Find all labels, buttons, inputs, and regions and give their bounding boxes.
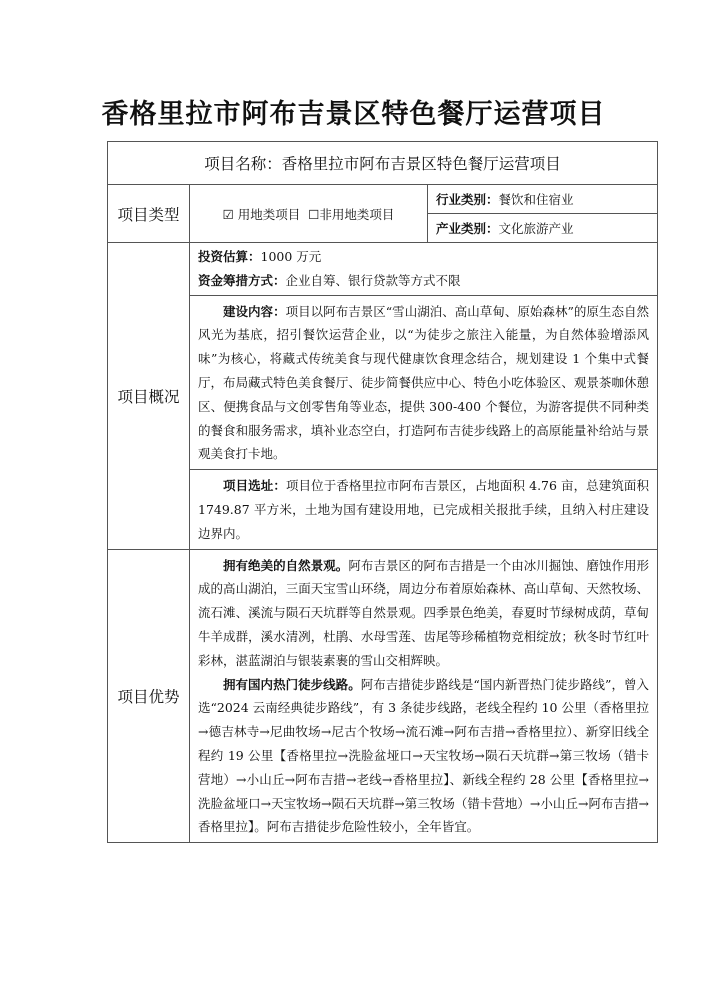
project-name-value: 香格里拉市阿布吉景区特色餐厅运营项目: [281, 155, 561, 173]
construction-text: 项目以阿布吉景区“雪山湖泊、高山草甸、原始森林”的原生态自然风光为基底，招引餐饮运营企业，以“为徒步之旅注入能量，为自然体验增添风味”为核心，将藏式传统美食与现代健康饮食理念结合，规划建设 1 个集中式餐厅，布局藏式特色美食餐厅、徒步简餐供应中心、特色小吃体验区、观景茶咖休憩区、便携食品与文创零售角等业态，提供 300-400 个餐位，为游客提供不同种类的餐食和服务需求，填补业态空白，打造阿布吉徒步线路上的高原能量补给站与景观美食打卡地。: [198, 303, 650, 462]
investment-value: 1000 万元: [260, 249, 322, 264]
industry-category-value: 餐饮和住宿业: [498, 192, 574, 207]
investment-label: 投资估算：: [198, 249, 261, 264]
land-project-checkbox[interactable]: ☑ 用地类项目: [222, 206, 301, 222]
document-title: 香格里拉市阿布吉景区特色餐厅运营项目: [101, 99, 606, 130]
sector-category-value: 文化旅游产业: [498, 221, 574, 236]
advantage-1-heading: 拥有绝美的自然景观。: [223, 557, 349, 573]
construction-content-cell: [190, 295, 658, 470]
industry-category-label: 行业类别：: [436, 192, 499, 207]
project-table: [107, 141, 658, 843]
sector-category-label: 产业类别：: [436, 221, 499, 236]
project-name-label: 项目名称：: [204, 155, 282, 173]
advantage-2-text: 阿布吉措徒步路线是“国内新晋热门徒步路线”，曾入选“2024 云南经典徒步路线”，有 3 条徒步线路，老线全程约 10 公里（香格里拉→德吉林寺→尼曲牧场→尼古个牧场→流石滩→阿布吉措→香格里拉）、新穿旧线全程约 19 公里【香格里拉→洗脸盆垭口→天宝牧场→陨石天坑群→第三牧场（错卡营地）→小山丘→阿布吉措→老线→香格里拉】、新线全程约 28 公里【香格里拉→洗脸盆垭口→天宝牧场→陨石天坑群→第三牧场（错卡营地）→小山丘→阿布吉措→香格里拉】。阿布吉措徒步危险性较小，全年皆宜。: [198, 676, 650, 835]
site-label: 项目选址：: [223, 478, 286, 494]
investment-funding-cell: [190, 243, 658, 296]
project-name-row: [108, 142, 658, 185]
site-text: 项目位于香格里拉市阿布吉景区，占地面积 4.76 亩，总建筑面积 1749.87 平方米，土地为国有建设用地，已完成相关报批手续，且纳入村庄建设边界内。: [198, 478, 650, 541]
advantage-1-text: 阿布吉景区的阿布吉措是一个由冰川掘蚀、磨蚀作用形成的高山湖泊，三面天宝雪山环绕，周边分布着原始森林、高山草甸、天然牧场、流石滩、溪流与陨石天坑群等自然景观。四季景色绝美，春夏时节绿树成荫，草甸牛羊成群，溪水清冽，杜鹃、水母雪莲、齿尾等珍稀植物竞相绽放；秋冬时节红叶彩林，湛蓝湖泊与银装素裹的雪山交相辉映。: [198, 557, 650, 668]
project-advantage-cell: [190, 549, 658, 843]
site-selection-cell: [190, 470, 658, 549]
sector-category-cell: [428, 214, 658, 243]
funding-label: 资金筹措方式：: [198, 272, 286, 288]
advantage-2-heading: 拥有国内热门徒步线路。: [223, 676, 361, 692]
nonland-project-checkbox[interactable]: ☐非用地类项目: [308, 206, 395, 222]
project-advantage-label: 项目优势: [108, 549, 190, 843]
project-type-label: 项目类型: [108, 185, 190, 243]
construction-label: 建设内容：: [223, 303, 286, 319]
industry-category-cell: [428, 185, 658, 214]
project-type-options: [190, 185, 428, 243]
funding-value: 企业自筹、银行贷款等方式不限: [285, 272, 461, 288]
project-overview-label: 项目概况: [108, 243, 190, 550]
